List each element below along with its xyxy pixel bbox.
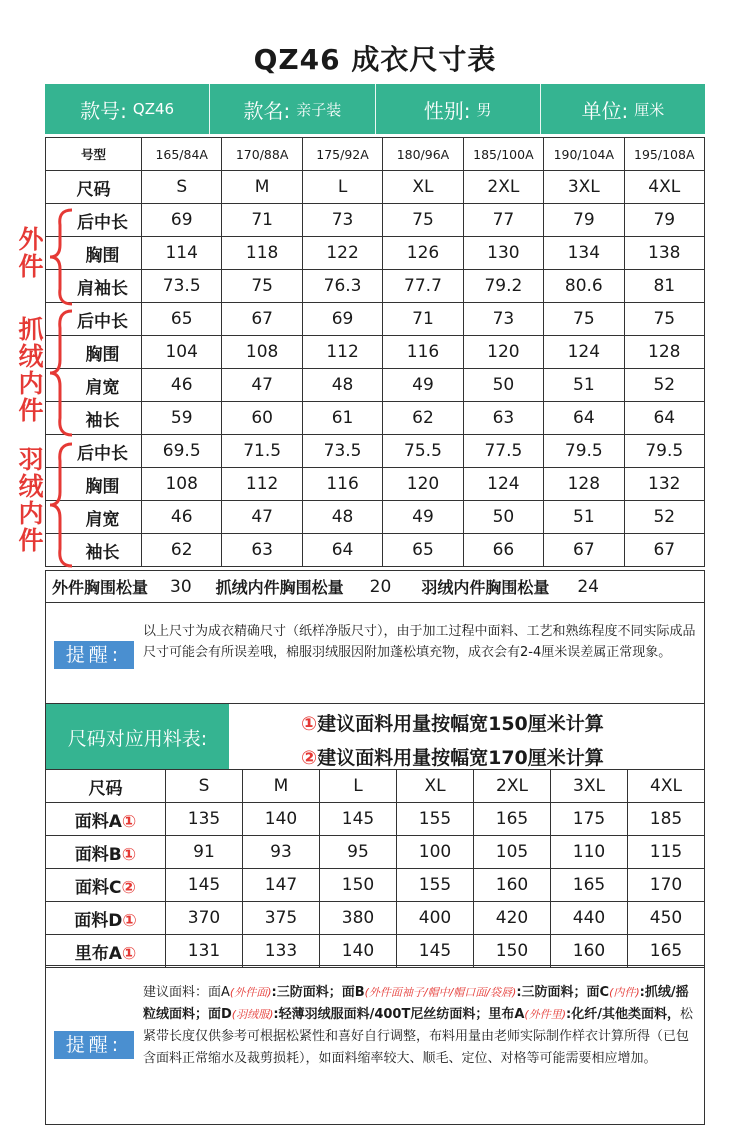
row-label: 肩宽 bbox=[46, 501, 142, 534]
value-cell: 65 bbox=[383, 534, 463, 567]
row-label bbox=[46, 869, 166, 902]
group-label-fleece: 抓绒内件 bbox=[15, 316, 44, 424]
table-row bbox=[46, 402, 705, 435]
value-cell: 140 bbox=[320, 935, 397, 968]
down-ease-label: 羽绒内件胸围松量 bbox=[421, 578, 550, 597]
reminder-text-1: 以上尺寸为成衣精确尺寸（纸样净版尺寸），由于加工过程中面料、工艺和熟练程度不同实际成品尺寸可能会有所误差哦，棉服羽绒服因附加蓬松填充物，成衣会有2-4厘米误差属正常现象。 bbox=[143, 624, 696, 660]
reminder-box-1 bbox=[45, 603, 705, 704]
size-cell: 3XL bbox=[551, 770, 628, 803]
value-cell: 108 bbox=[222, 336, 302, 369]
value-cell: 79.5 bbox=[624, 435, 704, 468]
size-cell: XL bbox=[397, 770, 474, 803]
value-cell: 160 bbox=[551, 935, 628, 968]
value-cell: 79.5 bbox=[544, 435, 624, 468]
style-name-cell bbox=[210, 84, 375, 134]
down-ease-value: 24 bbox=[577, 576, 599, 597]
size-cell: 4XL bbox=[624, 171, 704, 204]
size-table bbox=[45, 137, 705, 567]
reminder-label: 提醒: bbox=[54, 641, 134, 669]
value-cell: 155 bbox=[397, 803, 474, 836]
value-cell: 147 bbox=[243, 869, 320, 902]
value-cell: 105 bbox=[474, 836, 551, 869]
value-cell: 52 bbox=[624, 501, 704, 534]
model-row bbox=[46, 138, 705, 171]
table-row bbox=[46, 935, 705, 968]
note-seg-red: (羽绒服) bbox=[231, 1008, 274, 1021]
fabric-label: 里布A bbox=[74, 943, 122, 964]
value-cell: 185 bbox=[628, 803, 705, 836]
value-cell: 140 bbox=[243, 803, 320, 836]
value-cell: 64 bbox=[302, 534, 382, 567]
group-label-down: 羽绒内件 bbox=[15, 446, 44, 554]
value-cell: 120 bbox=[383, 468, 463, 501]
brace-outer bbox=[46, 207, 76, 307]
row-label: 尺码 bbox=[46, 171, 142, 204]
value-cell: 47 bbox=[222, 501, 302, 534]
value-cell: 77 bbox=[463, 204, 543, 237]
value-cell: 370 bbox=[166, 902, 243, 935]
value-cell: 104 bbox=[142, 336, 222, 369]
style-number-cell bbox=[45, 84, 210, 134]
note-seg: 建议面料：面A bbox=[143, 985, 230, 1000]
value-cell: 95 bbox=[320, 836, 397, 869]
value-cell: 160 bbox=[474, 869, 551, 902]
gender-label: 性别: bbox=[423, 98, 471, 123]
group-label-outer: 外件 bbox=[15, 226, 44, 280]
value-cell: 62 bbox=[383, 402, 463, 435]
value-cell: 69 bbox=[302, 303, 382, 336]
style-number-value: QZ46 bbox=[132, 100, 175, 118]
row-label bbox=[46, 902, 166, 935]
fabric-rule-2 bbox=[301, 743, 604, 770]
model-cell: 175/92A bbox=[302, 138, 382, 171]
size-cell: 2XL bbox=[474, 770, 551, 803]
unit-cell bbox=[541, 84, 705, 134]
row-label bbox=[46, 803, 166, 836]
table-row bbox=[46, 501, 705, 534]
value-cell: 66 bbox=[463, 534, 543, 567]
value-cell: 73.5 bbox=[302, 435, 382, 468]
value-cell: 133 bbox=[243, 935, 320, 968]
value-cell: 71 bbox=[222, 204, 302, 237]
table-row bbox=[46, 803, 705, 836]
value-cell: 400 bbox=[397, 902, 474, 935]
row-label: 号型 bbox=[46, 138, 142, 171]
size-cell: S bbox=[142, 171, 222, 204]
value-cell: 79.2 bbox=[463, 270, 543, 303]
table-row bbox=[46, 836, 705, 869]
gender-value: 男 bbox=[476, 100, 492, 119]
brace-down bbox=[46, 441, 76, 569]
value-cell: 150 bbox=[320, 869, 397, 902]
value-cell: 71.5 bbox=[222, 435, 302, 468]
fabric-mark: ① bbox=[122, 910, 137, 931]
value-cell: 67 bbox=[624, 534, 704, 567]
fleece-ease-label: 抓绒内件胸围松量 bbox=[215, 578, 344, 597]
table-row bbox=[46, 902, 705, 935]
value-cell: 63 bbox=[463, 402, 543, 435]
value-cell: 450 bbox=[628, 902, 705, 935]
value-cell: 77.5 bbox=[463, 435, 543, 468]
value-cell: 51 bbox=[544, 369, 624, 402]
row-label: 袖长 bbox=[46, 534, 142, 567]
value-cell: 67 bbox=[544, 534, 624, 567]
row-label: 后中长 bbox=[46, 435, 142, 468]
value-cell: 165 bbox=[474, 803, 551, 836]
value-cell: 116 bbox=[302, 468, 382, 501]
reminder-box-2 bbox=[45, 965, 705, 1125]
value-cell: 380 bbox=[320, 902, 397, 935]
value-cell: 130 bbox=[463, 237, 543, 270]
value-cell: 79 bbox=[624, 204, 704, 237]
value-cell: 155 bbox=[397, 869, 474, 902]
table-row bbox=[46, 534, 705, 567]
value-cell: 46 bbox=[142, 369, 222, 402]
note-seg: :三防面料；面C bbox=[516, 985, 610, 1000]
value-cell: 60 bbox=[222, 402, 302, 435]
value-cell: 91 bbox=[166, 836, 243, 869]
value-cell: 110 bbox=[551, 836, 628, 869]
value-cell: 175 bbox=[551, 803, 628, 836]
size-cell: 3XL bbox=[544, 171, 624, 204]
note-seg: :抓绒/摇粒绒面料；面D bbox=[143, 985, 689, 1022]
row-label: 肩宽 bbox=[46, 369, 142, 402]
value-cell: 48 bbox=[302, 501, 382, 534]
table-row bbox=[46, 869, 705, 902]
note-seg: :三防面料；面B bbox=[271, 985, 365, 1000]
value-cell: 67 bbox=[222, 303, 302, 336]
page-title: QZ46 成衣尺寸表 bbox=[253, 43, 497, 76]
value-cell: 48 bbox=[302, 369, 382, 402]
reminder-label-2: 提醒: bbox=[54, 1031, 134, 1059]
value-cell: 100 bbox=[397, 836, 474, 869]
row-label bbox=[46, 935, 166, 968]
value-cell: 112 bbox=[302, 336, 382, 369]
value-cell: 120 bbox=[463, 336, 543, 369]
value-cell: 50 bbox=[463, 501, 543, 534]
fabric-mark: ② bbox=[121, 877, 136, 898]
size-row bbox=[46, 171, 705, 204]
rule-1-text: 建议面料用量按幅宽150厘米计算 bbox=[317, 713, 604, 735]
note-seg-red: (外件里) bbox=[524, 1008, 566, 1021]
table-row bbox=[46, 369, 705, 402]
gender-cell bbox=[376, 84, 541, 134]
fabric-header bbox=[45, 704, 705, 770]
model-cell: 170/88A bbox=[222, 138, 302, 171]
value-cell: 135 bbox=[166, 803, 243, 836]
value-cell: 51 bbox=[544, 501, 624, 534]
brace-fleece bbox=[46, 308, 76, 438]
value-cell: 93 bbox=[243, 836, 320, 869]
value-cell: 116 bbox=[383, 336, 463, 369]
value-cell: 165 bbox=[551, 869, 628, 902]
value-cell: 77.7 bbox=[383, 270, 463, 303]
reminder-text-2 bbox=[143, 982, 696, 1070]
value-cell: 145 bbox=[320, 803, 397, 836]
outer-ease-label: 外件胸围松量 bbox=[52, 578, 149, 597]
fabric-mark: ① bbox=[121, 811, 137, 832]
value-cell: 52 bbox=[624, 369, 704, 402]
row-label: 后中长 bbox=[46, 204, 142, 237]
value-cell: 63 bbox=[222, 534, 302, 567]
size-cell: M bbox=[222, 171, 302, 204]
note-seg-red: (外件面) bbox=[229, 986, 272, 999]
rule-2-text: 建议面料用量按幅宽170厘米计算 bbox=[317, 747, 604, 769]
value-cell: 61 bbox=[302, 402, 382, 435]
value-cell: 108 bbox=[142, 468, 222, 501]
row-label: 肩袖长 bbox=[46, 270, 142, 303]
value-cell: 114 bbox=[142, 237, 222, 270]
fabric-label: 面料D bbox=[74, 910, 123, 931]
value-cell: 128 bbox=[624, 336, 704, 369]
value-cell: 115 bbox=[628, 836, 705, 869]
value-cell: 75.5 bbox=[383, 435, 463, 468]
value-cell: 59 bbox=[142, 402, 222, 435]
model-cell: 195/108A bbox=[624, 138, 704, 171]
table-row bbox=[46, 435, 705, 468]
value-cell: 134 bbox=[544, 237, 624, 270]
value-cell: 64 bbox=[624, 402, 704, 435]
size-cell: 4XL bbox=[628, 770, 705, 803]
header-bar bbox=[45, 84, 705, 134]
value-cell: 124 bbox=[463, 468, 543, 501]
value-cell: 50 bbox=[463, 369, 543, 402]
table-row bbox=[46, 270, 705, 303]
value-cell: 71 bbox=[383, 303, 463, 336]
fabric-label: 面料B bbox=[74, 844, 122, 865]
rule-1-mark: ① bbox=[301, 713, 318, 735]
table-row bbox=[46, 303, 705, 336]
model-cell: 190/104A bbox=[544, 138, 624, 171]
value-cell: 69 bbox=[142, 204, 222, 237]
fabric-table-title: 尺码对应用料表: bbox=[46, 704, 229, 770]
row-label: 胸围 bbox=[46, 468, 142, 501]
table-row bbox=[46, 336, 705, 369]
size-cell: 2XL bbox=[463, 171, 543, 204]
row-label: 后中长 bbox=[46, 303, 142, 336]
value-cell: 46 bbox=[142, 501, 222, 534]
note-seg-red: (外件面袖子/帽中/帽口面/袋唇) bbox=[364, 986, 517, 999]
value-cell: 138 bbox=[624, 237, 704, 270]
value-cell: 65 bbox=[142, 303, 222, 336]
row-label: 尺码 bbox=[46, 770, 166, 803]
value-cell: 150 bbox=[474, 935, 551, 968]
value-cell: 128 bbox=[544, 468, 624, 501]
value-cell: 62 bbox=[142, 534, 222, 567]
value-cell: 375 bbox=[243, 902, 320, 935]
value-cell: 132 bbox=[624, 468, 704, 501]
value-cell: 75 bbox=[544, 303, 624, 336]
fleece-ease-value: 20 bbox=[369, 576, 392, 597]
fabric-rule-1 bbox=[301, 709, 604, 736]
style-name-label: 款名: bbox=[243, 98, 291, 123]
value-cell: 112 bbox=[222, 468, 302, 501]
value-cell: 170 bbox=[628, 869, 705, 902]
unit-label: 单位: bbox=[581, 98, 629, 123]
value-cell: 75 bbox=[222, 270, 302, 303]
value-cell: 75 bbox=[383, 204, 463, 237]
unit-value: 厘米 bbox=[634, 100, 665, 119]
value-cell: 49 bbox=[383, 501, 463, 534]
value-cell: 145 bbox=[166, 869, 243, 902]
value-cell: 81 bbox=[624, 270, 704, 303]
value-cell: 440 bbox=[551, 902, 628, 935]
value-cell: 79 bbox=[544, 204, 624, 237]
value-cell: 73 bbox=[463, 303, 543, 336]
size-cell: XL bbox=[383, 171, 463, 204]
table-row bbox=[46, 468, 705, 501]
style-number-label: 款号: bbox=[80, 98, 127, 123]
fabric-size-row bbox=[46, 770, 705, 803]
value-cell: 131 bbox=[166, 935, 243, 968]
chest-ease-row bbox=[45, 570, 705, 603]
value-cell: 420 bbox=[474, 902, 551, 935]
value-cell: 73.5 bbox=[142, 270, 222, 303]
note-seg: :化纤/其他类面料， bbox=[566, 1007, 680, 1022]
size-cell: L bbox=[320, 770, 397, 803]
model-cell: 180/96A bbox=[383, 138, 463, 171]
fabric-table bbox=[45, 769, 705, 968]
rule-2-mark: ② bbox=[301, 747, 318, 769]
row-label: 胸围 bbox=[46, 336, 142, 369]
model-cell: 165/84A bbox=[142, 138, 222, 171]
note-seg: :轻薄羽绒服面料/400T尼丝纺面料；里布A bbox=[273, 1007, 525, 1022]
value-cell: 73 bbox=[302, 204, 382, 237]
value-cell: 76.3 bbox=[302, 270, 382, 303]
value-cell: 124 bbox=[544, 336, 624, 369]
value-cell: 75 bbox=[624, 303, 704, 336]
note-seg: 松紧带长度仅供参考可根据松紧性和喜好自行调整，布料用量由老师实际制作样衣计算所得（已包含面料正常缩水及裁剪损耗），如面料缩率较大、顺毛、定位、对格等可能需要相应增加。 bbox=[143, 1007, 693, 1066]
value-cell: 118 bbox=[222, 237, 302, 270]
fabric-label: 面料A bbox=[74, 811, 122, 832]
value-cell: 126 bbox=[383, 237, 463, 270]
value-cell: 64 bbox=[544, 402, 624, 435]
value-cell: 69.5 bbox=[142, 435, 222, 468]
value-cell: 165 bbox=[628, 935, 705, 968]
size-cell: S bbox=[166, 770, 243, 803]
value-cell: 49 bbox=[383, 369, 463, 402]
fabric-label: 面料C bbox=[75, 877, 122, 898]
style-name-value: 亲子装 bbox=[296, 100, 342, 119]
row-label: 胸围 bbox=[46, 237, 142, 270]
size-cell: M bbox=[243, 770, 320, 803]
model-cell: 185/100A bbox=[463, 138, 543, 171]
value-cell: 145 bbox=[397, 935, 474, 968]
value-cell: 47 bbox=[222, 369, 302, 402]
size-cell: L bbox=[302, 171, 382, 204]
note-seg-red: (内件) bbox=[609, 986, 640, 999]
value-cell: 80.6 bbox=[544, 270, 624, 303]
table-row bbox=[46, 204, 705, 237]
row-label bbox=[46, 836, 166, 869]
value-cell: 122 bbox=[302, 237, 382, 270]
row-label: 袖长 bbox=[46, 402, 142, 435]
outer-ease-value: 30 bbox=[170, 576, 192, 597]
table-row bbox=[46, 237, 705, 270]
fabric-mark: ① bbox=[121, 844, 137, 865]
fabric-mark: ① bbox=[121, 943, 137, 964]
